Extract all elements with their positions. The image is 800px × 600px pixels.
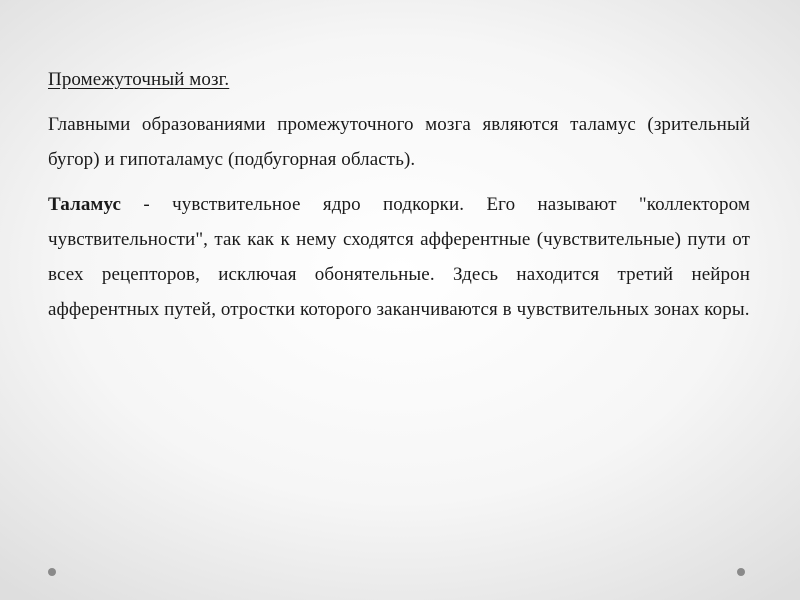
paragraph-thalamus [48, 187, 750, 327]
bottom-left-dot-decoration [48, 568, 56, 576]
slide-content [48, 62, 750, 337]
bottom-right-dot-decoration [737, 568, 745, 576]
slide-heading: Промежуточный мозг. [48, 69, 230, 90]
paragraph-main-structures: Главными образованиями промежуточного мозга являются таламус (зрительный бугор) и гипоталамус (подбугорная область). [48, 114, 750, 170]
thalamus-description: - чувствительное ядро подкорки. Его называют "коллектором чувствительности", так как к нему сходятся афферентные (чувствительные) пути от всех рецепторов, исключая обонятельные. Здесь находится третий нейрон афферентных путей, отростки которого заканчиваются в чувствительных зонах коры. [48, 194, 750, 320]
thalamus-term: Таламус [48, 194, 122, 215]
